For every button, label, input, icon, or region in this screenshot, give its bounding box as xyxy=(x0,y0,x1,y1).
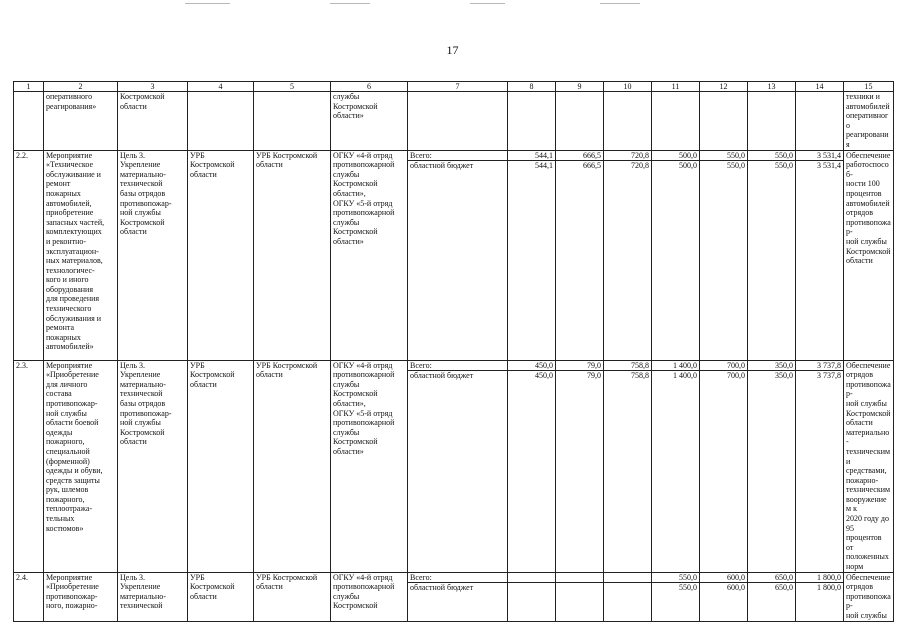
row-number-cell xyxy=(14,150,44,360)
continuation-executors xyxy=(331,92,408,151)
continuation-executors-text: службы Костромской области» xyxy=(333,92,378,121)
amount-cell xyxy=(796,360,844,572)
goal-cell xyxy=(118,572,188,621)
amount-value xyxy=(508,573,555,584)
amount-value: 450,0 xyxy=(508,361,555,372)
amount-value: 600,0 xyxy=(700,573,747,584)
column-number: 8 xyxy=(508,82,556,92)
funding-source: Всего: xyxy=(408,573,507,584)
row-number-cell xyxy=(14,572,44,621)
measure-row xyxy=(14,572,894,621)
amount-cell xyxy=(508,360,556,572)
amount-value: 1 400,0 xyxy=(652,361,699,372)
funding-source: Всего: xyxy=(408,151,507,162)
continuation-row xyxy=(14,92,894,151)
continuation-cell xyxy=(652,92,700,151)
program-measures-table xyxy=(13,81,894,622)
expected-result-cell xyxy=(844,150,894,360)
measure-name-text: Мероприятие «Приобретение противопожар- ного, пожарно- xyxy=(46,572,99,611)
amount-value xyxy=(604,573,651,584)
continuation-cell xyxy=(700,92,748,151)
amount-value: 666,5 xyxy=(556,151,603,162)
amount-cell xyxy=(604,572,652,621)
amount-value: 1 800,0 xyxy=(796,573,843,584)
responsible-executor-text: УРБ Костромской области xyxy=(256,360,318,380)
funding-source-cell xyxy=(408,360,508,572)
goal-text: Цель 3. Укрепление материально- технической базы отрядов противопожар- ной службы Костромской области xyxy=(120,150,172,237)
responsible-executor-text: УРБ Костромской области xyxy=(256,150,318,170)
continuation-cell xyxy=(556,92,604,151)
coordinator-text: УРБ Костромской области xyxy=(190,572,235,601)
participants-cell xyxy=(331,360,408,572)
continuation-result xyxy=(844,92,894,151)
measure-name-cell xyxy=(44,150,118,360)
top-rule xyxy=(600,3,640,4)
continuation-cell xyxy=(508,92,556,151)
amount-value: 550,0 xyxy=(652,573,699,584)
funding-source-cell xyxy=(408,150,508,360)
top-rule xyxy=(330,3,370,4)
measure-row xyxy=(14,150,894,360)
participants-text: ОГКУ «4-й отряд противопожарной службы Костромской области», ОГКУ «5-й отряд противопожарной службы Костромской области» xyxy=(333,150,395,246)
amount-cell xyxy=(796,150,844,360)
amount-value: 550,0 xyxy=(775,161,793,171)
expected-result-text: Обеспечение работоспособ- ности 100 процентов автомобилей отрядов противопожар- ной службы Костромской области xyxy=(846,150,891,266)
amount-cell xyxy=(652,150,700,360)
amount-value: 720,8 xyxy=(604,151,651,162)
top-rule xyxy=(470,3,505,4)
row-number-text: 2.4. xyxy=(16,572,28,582)
amount-value: 1 400,0 xyxy=(673,371,697,381)
column-number: 7 xyxy=(408,82,508,92)
expected-result-text: Обеспечение отрядов противопожар- ной службы xyxy=(846,572,891,620)
funding-source: областной бюджет xyxy=(410,583,474,593)
amount-cell xyxy=(604,360,652,572)
expected-result-text: Обеспечение отрядов противопожар- ной службы Костромской области материально- техническими средствами, пожарно- техническим вооружением к 2020 году до 95 процентов от положенных норм xyxy=(846,360,891,572)
amount-cell xyxy=(556,572,604,621)
goal-cell xyxy=(118,150,188,360)
amount-value: 600,0 xyxy=(727,583,745,593)
continuation-result-text: техники и автомобилей оперативного реагирования xyxy=(846,92,890,149)
amount-value: 650,0 xyxy=(748,573,795,584)
goal-cell xyxy=(118,360,188,572)
amount-cell xyxy=(652,572,700,621)
amount-value: 3 737,8 xyxy=(796,361,843,372)
amount-value: 544,1 xyxy=(535,161,553,171)
coordinator-cell xyxy=(188,360,254,572)
amount-value: 700,0 xyxy=(727,371,745,381)
funding-source: областной бюджет xyxy=(410,161,474,171)
amount-value xyxy=(556,583,603,593)
column-number: 11 xyxy=(652,82,700,92)
amount-value: 79,0 xyxy=(556,361,603,372)
continuation-goal-text: Костромской области xyxy=(120,92,165,111)
amount-value: 550,0 xyxy=(679,583,697,593)
amount-value: 550,0 xyxy=(700,151,747,162)
amount-value: 666,5 xyxy=(583,161,601,171)
column-number: 1 xyxy=(14,82,44,92)
amount-cell xyxy=(652,360,700,572)
amount-value: 550,0 xyxy=(727,161,745,171)
amount-cell xyxy=(604,150,652,360)
amount-value: 720,8 xyxy=(631,161,649,171)
amount-value: 350,0 xyxy=(775,371,793,381)
amount-value: 3 737,8 xyxy=(817,371,841,381)
funding-source: Всего: xyxy=(408,361,507,372)
continuation-cell xyxy=(14,92,44,151)
continuation-goal xyxy=(118,92,188,151)
measure-name-text: Мероприятие «Приобретение для личного состава противопожар- ной службы области боевой одежды пожарного, специальной (форменной) одежды и обуви, средств защиты рук, шлемов пожарного, теплоотража- тельных костюмов» xyxy=(46,360,103,533)
amount-value: 550,0 xyxy=(748,151,795,162)
amount-cell xyxy=(748,150,796,360)
amount-value: 500,0 xyxy=(652,151,699,162)
participants-text: ОГКУ «4-й отряд противопожарной службы Костромской xyxy=(333,572,395,611)
amount-cell xyxy=(508,572,556,621)
measure-name-cell xyxy=(44,360,118,572)
column-number: 13 xyxy=(748,82,796,92)
column-number: 3 xyxy=(118,82,188,92)
continuation-cell xyxy=(796,92,844,151)
continuation-measure-text: оперативного реагирования» xyxy=(46,92,97,111)
responsible-executor-cell xyxy=(254,150,331,360)
column-number: 10 xyxy=(604,82,652,92)
amount-value: 500,0 xyxy=(679,161,697,171)
continuation-cell xyxy=(604,92,652,151)
amount-value: 79,0 xyxy=(587,371,601,381)
amount-cell xyxy=(508,150,556,360)
responsible-executor-cell xyxy=(254,572,331,621)
column-number: 14 xyxy=(796,82,844,92)
amount-cell xyxy=(556,150,604,360)
measure-row xyxy=(14,360,894,572)
page-number: 17 xyxy=(446,43,459,57)
funding-source: областной бюджет xyxy=(410,371,474,381)
row-number-text: 2.3. xyxy=(16,360,28,370)
goal-text: Цель 3. Укрепление материально- технической базы отрядов противопожар- ной службы Костромской области xyxy=(120,360,172,447)
amount-value xyxy=(604,583,651,593)
continuation-cell xyxy=(188,92,254,151)
column-number: 6 xyxy=(331,82,408,92)
expected-result-cell xyxy=(844,572,894,621)
measure-rows xyxy=(14,150,894,621)
continuation-cell xyxy=(408,92,508,151)
measure-name-cell xyxy=(44,572,118,621)
expected-result-cell xyxy=(844,360,894,572)
amount-value: 700,0 xyxy=(700,361,747,372)
row-number-cell xyxy=(14,360,44,572)
column-number: 15 xyxy=(844,82,894,92)
amount-value xyxy=(556,573,603,584)
amount-value: 1 800,0 xyxy=(817,583,841,593)
amount-cell xyxy=(556,360,604,572)
measure-name-text: Мероприятие «Техническое обслуживание и ремонт пожарных автомобилей, приобретение запасных частей, комплектующих и реконтно- эксплуатацион- ных материалов, технологичес- кого и иного оборудования для проведения технического обслуживания и ремонта пожарных автомобилей» xyxy=(46,150,105,352)
responsible-executor-cell xyxy=(254,360,331,572)
amount-cell xyxy=(796,572,844,621)
participants-cell xyxy=(331,572,408,621)
goal-text: Цель 3. Укрепление материально- технической xyxy=(120,572,166,611)
coordinator-cell xyxy=(188,572,254,621)
top-rule xyxy=(185,3,230,4)
column-number: 2 xyxy=(44,82,118,92)
amount-cell xyxy=(700,360,748,572)
continuation-measure xyxy=(44,92,118,151)
responsible-executor-text: УРБ Костромской области xyxy=(256,572,318,592)
amount-value: 758,8 xyxy=(604,361,651,372)
column-number: 12 xyxy=(700,82,748,92)
participants-cell xyxy=(331,150,408,360)
column-number-row xyxy=(14,82,894,92)
participants-text: ОГКУ «4-й отряд противопожарной службы Костромской области», ОГКУ «5-й отряд противопожарной службы Костромской области» xyxy=(333,360,395,456)
funding-source-cell xyxy=(408,572,508,621)
amount-cell xyxy=(700,572,748,621)
amount-value xyxy=(508,583,555,593)
coordinator-text: УРБ Костромской области xyxy=(190,360,235,389)
column-number: 9 xyxy=(556,82,604,92)
amount-value: 758,8 xyxy=(631,371,649,381)
column-number: 5 xyxy=(254,82,331,92)
amount-value: 450,0 xyxy=(535,371,553,381)
continuation-cell xyxy=(254,92,331,151)
coordinator-cell xyxy=(188,150,254,360)
amount-value: 650,0 xyxy=(775,583,793,593)
row-number-text: 2.2. xyxy=(16,150,28,160)
amount-value: 3 531,4 xyxy=(817,161,841,171)
amount-cell xyxy=(700,150,748,360)
column-number: 4 xyxy=(188,82,254,92)
amount-value: 544,1 xyxy=(508,151,555,162)
amount-cell xyxy=(748,360,796,572)
amount-value: 350,0 xyxy=(748,361,795,372)
coordinator-text: УРБ Костромской области xyxy=(190,150,235,179)
amount-cell xyxy=(748,572,796,621)
amount-value: 3 531,4 xyxy=(796,151,843,162)
continuation-cell xyxy=(748,92,796,151)
